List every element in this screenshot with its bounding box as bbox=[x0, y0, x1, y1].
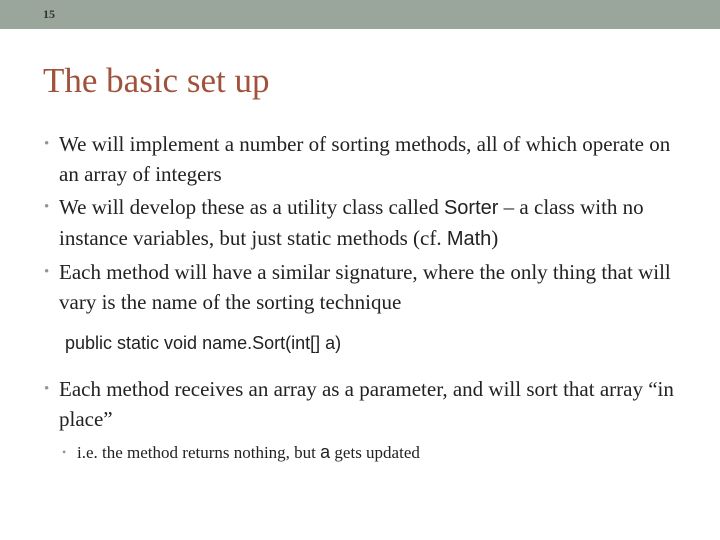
bullet-text: We will implement a number of sorting methods, all of which operate on an array of integers bbox=[59, 132, 671, 186]
array-param-code: a bbox=[320, 442, 331, 462]
top-bar bbox=[0, 0, 720, 29]
bullet-text-after: ) bbox=[491, 225, 499, 250]
class-name-code: Sorter bbox=[443, 197, 499, 219]
sub-bullet-text-after: gets updated bbox=[330, 443, 420, 462]
sub-bullet-dot-icon: • bbox=[62, 445, 67, 459]
math-class-code: Math bbox=[446, 227, 492, 250]
bullet-text-before: We will develop these as a utility class called bbox=[59, 195, 444, 219]
bullet-text-middle: – a class with no instance variables, but just static methods (cf. bbox=[59, 195, 644, 250]
bullet-item-2 bbox=[43, 193, 693, 254]
bullet-dot-icon: • bbox=[44, 136, 50, 152]
sub-bullet-item bbox=[61, 440, 693, 465]
bullet-item-3 bbox=[43, 258, 693, 317]
slide-number: 15 bbox=[43, 7, 55, 21]
bullet-item-1 bbox=[43, 130, 693, 189]
bullet-item-4 bbox=[43, 375, 693, 434]
sub-bullet-text-before: i.e. the method returns nothing, but bbox=[77, 443, 321, 462]
bullet-dot-icon: • bbox=[44, 199, 50, 215]
slide-title: The basic set up bbox=[43, 61, 270, 100]
bullet-dot-icon: • bbox=[44, 264, 50, 280]
bullet-text: Each method receives an array as a parameter, and will sort that array “in place” bbox=[59, 377, 674, 431]
method-signature-code: public static void name.Sort(int[] a) bbox=[65, 333, 342, 353]
bullet-dot-icon: • bbox=[44, 381, 50, 397]
bullet-text: Each method will have a similar signature, where the only thing that will vary is the name of the sorting technique bbox=[59, 260, 671, 314]
slide-content bbox=[43, 130, 693, 465]
